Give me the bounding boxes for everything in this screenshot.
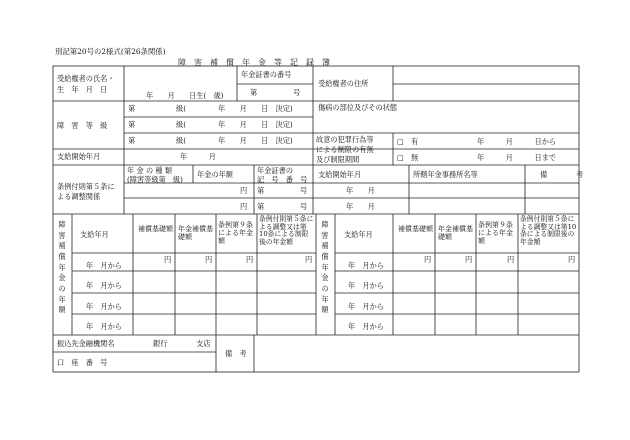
cert-number-text: 第 号 bbox=[250, 88, 301, 97]
adjust-row-2-ym: 年 月 bbox=[346, 202, 375, 211]
intent-label-line-2: による制限の有無 bbox=[316, 145, 374, 154]
cert-symbol-header-2: 記 号 番 号 bbox=[257, 175, 308, 184]
bottom-remarks-label: 備 考 bbox=[225, 349, 247, 358]
right-row-4-from: 年 月から bbox=[348, 322, 384, 331]
address-label: 受給権者の住所 bbox=[318, 79, 369, 88]
col-base-left: 補償基礎額 bbox=[138, 225, 173, 233]
adjust-row-1-go: 号 bbox=[300, 186, 308, 195]
bank-branch-text: 銀行 支店 bbox=[153, 339, 211, 348]
remarks-header: 備 考 bbox=[540, 170, 584, 179]
pension-office-header: 所轄年金事務所名等 bbox=[413, 170, 478, 179]
grade-row-1-prefix: 第 bbox=[128, 104, 136, 113]
payment-start-value: 年 月 bbox=[180, 152, 216, 161]
adjust-row-2-dai: 第 bbox=[257, 202, 265, 211]
right-art9-yen: 円 bbox=[507, 255, 515, 264]
col-pension-base-left: 年金補償基礎額 bbox=[178, 225, 213, 241]
adjust-label-line-1: 条例付則第５条に bbox=[57, 182, 115, 191]
form-id: 別記第20号の2様式(第26条関係) bbox=[55, 47, 166, 56]
page-title: 障 害 補 償 年 金 等 記 録 簿 bbox=[178, 58, 330, 67]
restriction-period-from: 年 月 日から bbox=[477, 137, 557, 146]
col-period-right: 支給年月 bbox=[344, 230, 373, 239]
col-period-left: 支給年月 bbox=[80, 230, 109, 239]
payment-start-label: 支給開始年月 bbox=[57, 152, 101, 161]
adjust-label-line-2: よる調整関係 bbox=[57, 192, 101, 201]
col-pension-base-right: 年金補償基礎額 bbox=[438, 225, 473, 241]
left-pension-base-yen: 円 bbox=[205, 255, 213, 264]
left-row-1-from: 年 月から bbox=[86, 261, 122, 270]
birth-date-label: 生 年 月 日 bbox=[57, 85, 108, 94]
grade-row-2-grade: 級( bbox=[176, 120, 186, 129]
col-art9-right: 条例第９条による年金額 bbox=[478, 221, 513, 245]
injury-label: 傷病の部位及びその状態 bbox=[318, 103, 398, 112]
adjust-row-2-go: 号 bbox=[300, 202, 308, 211]
grade-row-3-grade: 級( bbox=[176, 136, 186, 145]
right-adjust-yen: 円 bbox=[568, 255, 576, 264]
col-adjust-right: 条例付則第５条による調整又は第10条による制限後の年金額 bbox=[520, 215, 577, 246]
intent-label-line-3: 及び制限期間 bbox=[316, 155, 360, 164]
adjust-row-2-yen: 円 bbox=[240, 202, 248, 211]
right-row-2-from: 年 月から bbox=[348, 281, 384, 290]
left-row-3-from: 年 月から bbox=[86, 302, 122, 311]
right-row-3-from: 年 月から bbox=[348, 302, 384, 311]
cert-number-label: 年金証書の番号 bbox=[241, 70, 292, 79]
left-adjust-yen: 円 bbox=[305, 255, 313, 264]
grade-row-2-date: 年 月 日 決定) bbox=[218, 120, 293, 129]
adjust-row-1-dai: 第 bbox=[257, 186, 265, 195]
grade-row-1-date: 年 月 日 決定) bbox=[218, 104, 293, 113]
pension-side-label-right: 障害補償年金の年額 bbox=[321, 220, 329, 315]
col-adjust-left: 条例付則第５条による調整又は第10条による制限後の年金額 bbox=[259, 215, 314, 246]
start-month-header: 支給開始年月 bbox=[318, 170, 362, 179]
adjust-row-1-yen: 円 bbox=[240, 186, 248, 195]
restriction-no-checkbox[interactable]: □ 無 bbox=[397, 153, 419, 162]
bank-label: 振込先金融機関名 bbox=[57, 339, 115, 348]
pension-side-label-left: 障害補償年金の年額 bbox=[58, 220, 66, 315]
left-art9-yen: 円 bbox=[246, 255, 254, 264]
left-row-2-from: 年 月から bbox=[86, 281, 122, 290]
restriction-yes-checkbox[interactable]: □ 有 bbox=[397, 137, 419, 146]
left-base-yen: 円 bbox=[164, 255, 172, 264]
grade-row-3-date: 年 月 日 決定) bbox=[218, 136, 293, 145]
birth-date-text: 年 月 日生( 歳) bbox=[146, 91, 224, 100]
annual-amount-header: 年金の年額 bbox=[197, 170, 233, 179]
pension-type-header-1: 年 金 の 種 類 bbox=[127, 166, 173, 175]
right-row-1-from: 年 月から bbox=[348, 261, 384, 270]
disability-grade-label: 障 害 等 級 bbox=[57, 121, 108, 130]
grade-row-1-grade: 級( bbox=[176, 104, 186, 113]
col-base-right: 補償基礎額 bbox=[398, 225, 433, 233]
pension-type-header-2: (障害等級第 級) bbox=[127, 175, 183, 184]
adjust-row-1-ym: 年 月 bbox=[346, 186, 375, 195]
recipient-name-label: 受給権者の氏名・ bbox=[57, 74, 115, 83]
col-art9-left: 条例第９条による年金額 bbox=[218, 221, 253, 245]
intent-label-line-1: 故意の犯罪行為等 bbox=[316, 135, 374, 144]
restriction-period-to: 年 月 日まで bbox=[477, 153, 557, 162]
right-pension-base-yen: 円 bbox=[465, 255, 473, 264]
grade-row-3-prefix: 第 bbox=[128, 136, 136, 145]
grade-row-2-prefix: 第 bbox=[128, 120, 136, 129]
account-number-label: 口 座 番 号 bbox=[57, 358, 108, 367]
cert-symbol-header-1: 年金証書の bbox=[257, 166, 293, 175]
left-row-4-from: 年 月から bbox=[86, 322, 122, 331]
right-base-yen: 円 bbox=[424, 255, 432, 264]
